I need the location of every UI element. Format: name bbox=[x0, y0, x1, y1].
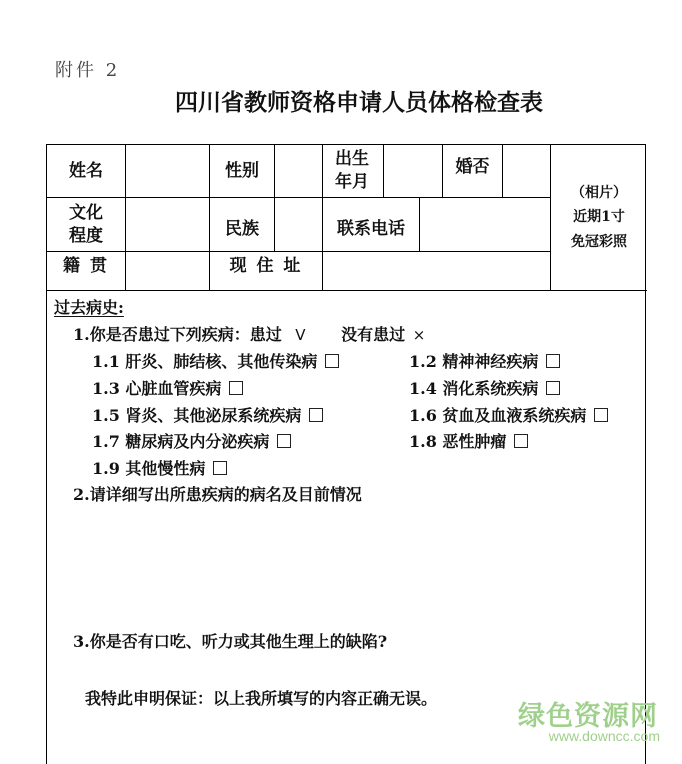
no-text: 没有患过 bbox=[341, 325, 406, 344]
education-label-line1: 文化 bbox=[69, 202, 103, 223]
checkbox[interactable] bbox=[546, 354, 560, 368]
disease-label: 1.8 恶性肿瘤 bbox=[409, 432, 507, 451]
name-field[interactable] bbox=[126, 145, 209, 197]
disease-item bbox=[409, 349, 560, 372]
disease-label: 1.2 精神神经疾病 bbox=[409, 352, 539, 371]
annex-label: 附件 2 bbox=[55, 60, 121, 81]
yes-mark: V bbox=[295, 326, 306, 344]
no-mark: × bbox=[412, 326, 426, 344]
checkbox[interactable] bbox=[229, 381, 243, 395]
education-label bbox=[47, 198, 125, 251]
disease-item bbox=[92, 456, 227, 479]
photo-line2: 近期1寸 bbox=[573, 209, 625, 226]
disease-label: 1.1 肝炎、肺结核、其他传染病 bbox=[92, 352, 318, 371]
disease-label: 1.7 糖尿病及内分泌疾病 bbox=[92, 432, 270, 451]
watermark-url: www.downcc.com bbox=[548, 728, 660, 744]
checkbox[interactable] bbox=[514, 434, 528, 448]
birth-label-line2: 年月 bbox=[335, 172, 369, 192]
disease-item bbox=[92, 376, 243, 399]
disease-item bbox=[92, 429, 291, 452]
photo-line1: （相片） bbox=[571, 184, 627, 201]
native-place-label: 籍 贯 bbox=[63, 255, 109, 276]
declaration: 我特此申明保证：以上我所填写的内容正确无误。 bbox=[85, 689, 438, 708]
address-label: 现 住 址 bbox=[229, 255, 303, 276]
photo-line3: 免冠彩照 bbox=[571, 233, 627, 250]
question-3-answer[interactable] bbox=[73, 655, 633, 685]
disease-item bbox=[409, 403, 608, 426]
disease-item bbox=[92, 403, 323, 426]
row-divider-3 bbox=[47, 290, 647, 291]
disease-label: 1.3 心脏血管疾病 bbox=[92, 379, 222, 398]
checkbox[interactable] bbox=[594, 408, 608, 422]
phone-label: 联系电话 bbox=[337, 219, 405, 240]
disease-item bbox=[92, 349, 339, 372]
checkbox[interactable] bbox=[325, 354, 339, 368]
disease-label: 1.9 其他慢性病 bbox=[92, 459, 206, 478]
disease-label: 1.6 贫血及血液系统疾病 bbox=[409, 406, 587, 425]
form-table bbox=[46, 144, 646, 764]
native-place-field[interactable] bbox=[126, 252, 209, 290]
marital-field[interactable] bbox=[503, 145, 550, 197]
gender-field[interactable] bbox=[275, 145, 322, 197]
question-3: 3.你是否有口吃、听力或其他生理上的缺陷? bbox=[73, 632, 388, 651]
checkbox[interactable] bbox=[546, 381, 560, 395]
history-title: 过去病史: bbox=[54, 298, 124, 317]
ethnicity-field[interactable] bbox=[275, 198, 322, 251]
photo-placeholder[interactable] bbox=[551, 145, 647, 290]
education-field[interactable] bbox=[126, 198, 209, 251]
watermark-brand: 绿色资源网 bbox=[518, 701, 658, 732]
page-title: 四川省教师资格申请人员体格检查表 bbox=[175, 90, 543, 116]
birth-label-line1: 出生 bbox=[335, 149, 369, 170]
gender-label: 性别 bbox=[225, 160, 259, 181]
name-label: 姓名 bbox=[69, 160, 103, 181]
disease-item bbox=[409, 429, 528, 452]
disease-label: 1.5 肾炎、其他泌尿系统疾病 bbox=[92, 406, 302, 425]
education-label-line2: 程度 bbox=[69, 225, 103, 246]
birth-field[interactable] bbox=[384, 145, 442, 197]
phone-field[interactable] bbox=[420, 198, 550, 251]
question-2-answer[interactable] bbox=[73, 507, 633, 617]
question-1 bbox=[73, 322, 425, 345]
ethnicity-label: 民族 bbox=[225, 219, 259, 240]
disease-label: 1.4 消化系统疾病 bbox=[409, 379, 539, 398]
disease-item bbox=[409, 376, 560, 399]
address-field[interactable] bbox=[323, 252, 550, 290]
marital-label: 婚否 bbox=[455, 156, 490, 177]
checkbox[interactable] bbox=[277, 434, 291, 448]
birth-label bbox=[323, 145, 383, 197]
checkbox[interactable] bbox=[309, 408, 323, 422]
checkbox[interactable] bbox=[213, 461, 227, 475]
question-1-text: 1.你是否患过下列疾病：患过 bbox=[73, 325, 282, 344]
question-2: 2.请详细写出所患疾病的病名及目前情况 bbox=[73, 485, 362, 504]
